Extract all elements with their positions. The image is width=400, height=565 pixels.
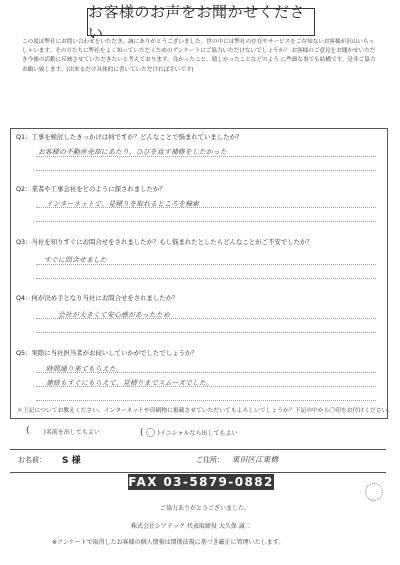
answer-line bbox=[36, 332, 376, 333]
option-1-label: )名前を出してもよい bbox=[43, 428, 100, 436]
company-name: 株式会社シアテック 代表取締役 大久保 誠二 bbox=[131, 523, 251, 530]
answer-line bbox=[36, 156, 376, 157]
thanks-text: ご協力ありがとうございました。 bbox=[160, 505, 251, 512]
intro-text: この度は弊社にお問い合わせをいただき、誠にありがとうございました。世の中には弊社の存在やサービスをご存知ないお客様が沢山いらっしゃいます。その方たちに弊社をよく知っていただくためのアンケートにご協力いただけないでしょうか？ お客様のご意見をお聞かせいただき今後の活動に反映させていただきたいと考えております。良かったこと、嬉しかったことなどのよう に些細な事でも結構です。是非ご協力お願い致します。(出来るだけ具体的に書いていただければ幸いです) bbox=[22, 39, 376, 73]
option-2-mark: 〇 bbox=[146, 429, 156, 439]
seal-icon bbox=[365, 483, 383, 501]
question-4-label: Q4：何が決め手となり当社にお問合せをされましたか？ bbox=[16, 294, 179, 302]
option-initial-ok[interactable] bbox=[140, 426, 238, 439]
question-3-answer: すぐに問合せました bbox=[44, 256, 107, 264]
answer-line bbox=[36, 278, 376, 279]
option-name-ok[interactable] bbox=[26, 426, 100, 436]
consent-note: ＊上記についてお教えください。インターネットや印刷物に掲載させていただいてもよろしいでしょうか？下記の中から〇印をお付けください。 bbox=[17, 408, 394, 414]
name-value: S 様 bbox=[62, 456, 81, 466]
answer-line bbox=[36, 221, 376, 222]
question-5-label: Q5：実際に当社担当者がお伺いしていかがでしたでしょうか？ bbox=[16, 349, 198, 357]
name-label: お名前： bbox=[18, 456, 46, 464]
survey-title: お客様のお声をお聞かせください bbox=[87, 8, 315, 36]
question-5-answer-line-1: 時間通り来てもらえた。 bbox=[46, 365, 123, 373]
question-3-label: Q3：当社を知りすぐにお問合せをされましたか？もし悩まれたとしたらどんなことがご不安でしたか？ bbox=[16, 238, 313, 246]
question-2-answer: インターネットで、見積りを取れるところを検索 bbox=[46, 200, 200, 208]
address-value: 東田区江東橋 bbox=[232, 455, 279, 464]
option-mark: ( bbox=[140, 427, 144, 438]
question-2-label: Q2：業者や工事会社をどのように探されましたか？ bbox=[16, 185, 166, 193]
questions-frame bbox=[10, 128, 388, 419]
privacy-note: ※アンケートで取得したお客様の個人情報は関係法規に基づき厳正に管理いたします。 bbox=[52, 539, 285, 546]
question-4-answer: 会社が大きくて安心感があったため bbox=[58, 311, 170, 319]
answer-line bbox=[36, 264, 376, 265]
fax-number: FAX 03-5879-0882 bbox=[128, 475, 274, 489]
option-2-label: )イニシャルなら出してもよい bbox=[157, 430, 238, 437]
question-1-label: Q1：工事を検討したきっかけは何ですか？どんなことで悩まれていましたか？ bbox=[16, 133, 243, 141]
address-label: ご住所： bbox=[196, 456, 224, 464]
question-1-answer: お客様の不動産売却にあたり、ひびを直す補修をしたかった bbox=[38, 148, 227, 156]
option-mark: ( bbox=[26, 426, 30, 436]
answer-line bbox=[36, 400, 376, 401]
answer-line bbox=[36, 170, 376, 171]
question-5-answer-line-2: 連絡もすぐにもらえて、見積りまでスムーズでした。 bbox=[46, 379, 214, 387]
